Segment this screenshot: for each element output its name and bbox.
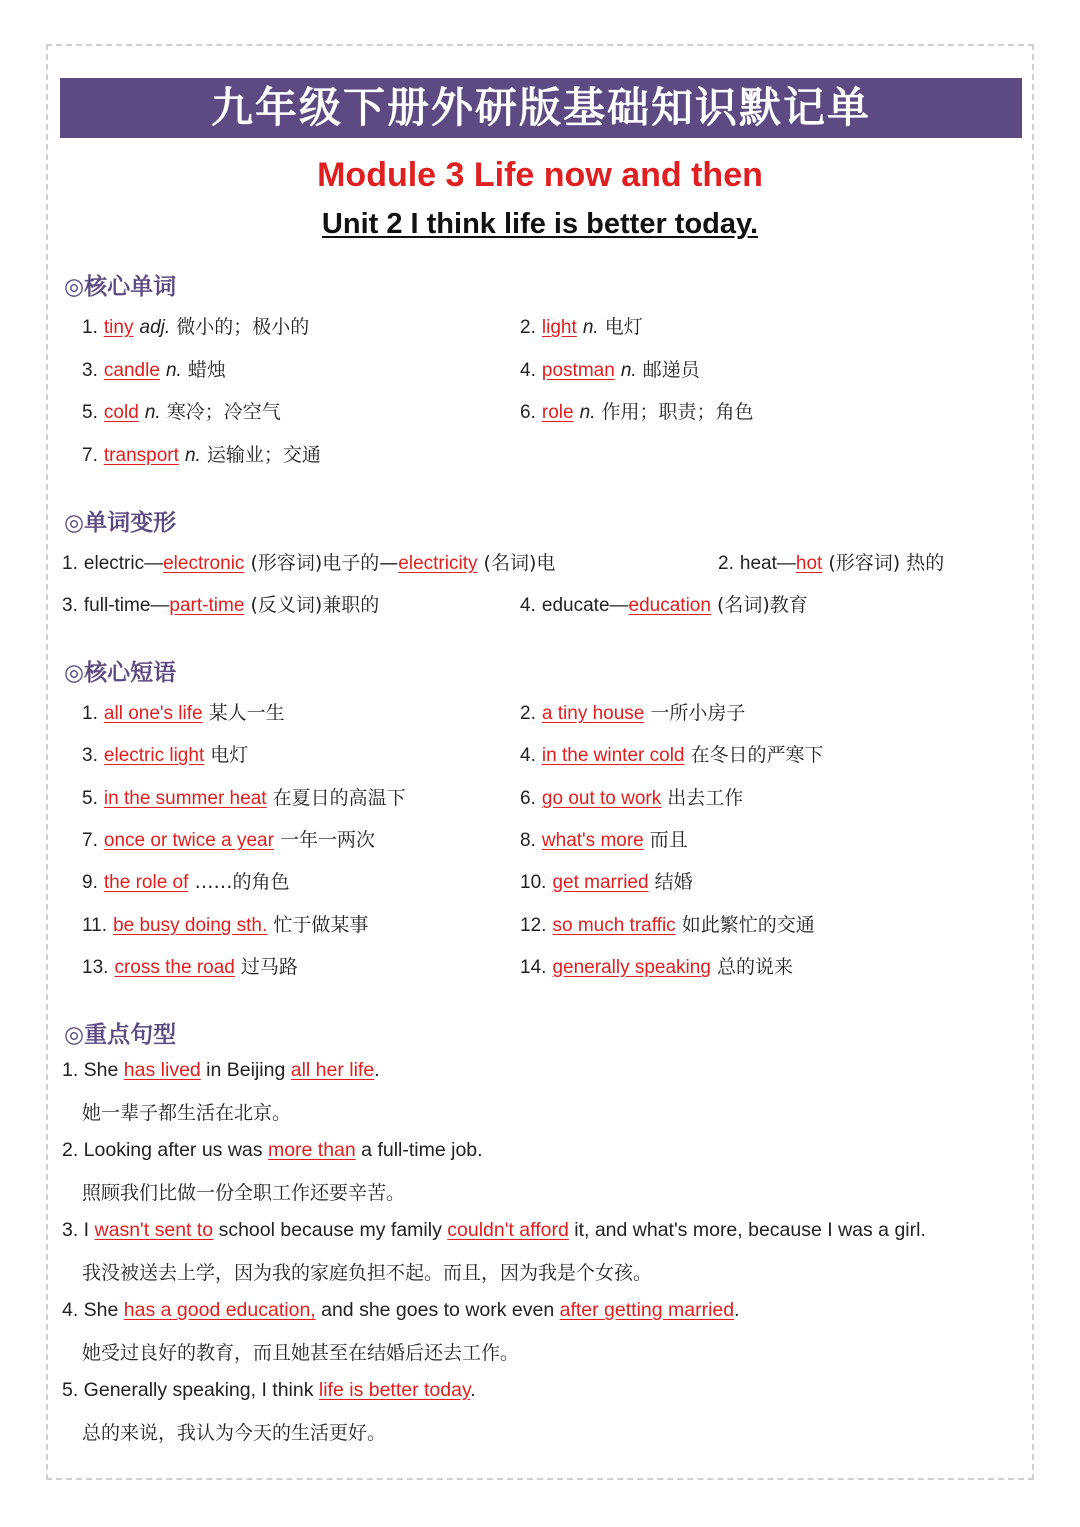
form-item: 4. educate—education (名词)教育: [520, 594, 808, 616]
sentence-item: 1. She has lived in Beijing all her life.: [62, 1059, 380, 1081]
phrase-item: 9. the role of ……的角色: [82, 871, 290, 893]
phrase-item: 8. what's more 而且: [520, 829, 688, 851]
word-item: 1. tiny adj. 微小的；极小的: [82, 316, 310, 338]
form-item: 2. heat—hot (形容词) 热的: [718, 552, 945, 574]
form-item: 1. electric—electronic (形容词)电子的—electricity (名词)电: [62, 552, 556, 574]
sentence-translation: 照顾我们比做一份全职工作还要辛苦。: [82, 1182, 406, 1204]
sentence-translation: 总的来说，我认为今天的生活更好。: [82, 1422, 387, 1444]
module-title: Module 3 Life now and then: [317, 156, 763, 194]
section-word-forms: ◎单词变形: [64, 510, 177, 536]
sentence-translation: 她一辈子都生活在北京。: [82, 1102, 292, 1124]
sentence-item: 3. I wasn't sent to school because my family couldn't afford it, and what's more, because I was a girl.: [62, 1219, 926, 1241]
word-item: 6. role n. 作用；职责；角色: [520, 401, 754, 423]
phrase-item: 7. once or twice a year 一年一两次: [82, 829, 375, 851]
unit-title: [0, 208, 1080, 241]
phrase-item: 11. be busy doing sth. 忙于做某事: [82, 914, 369, 936]
word-item: 3. candle n. 蜡烛: [82, 359, 226, 381]
form-item: 3. full-time—part-time (反义词)兼职的: [62, 594, 380, 616]
phrase-item: 2. a tiny house 一所小房子: [520, 702, 746, 724]
sentence-item: 5. Generally speaking, I think life is better today.: [62, 1379, 476, 1401]
phrase-item: 12. so much traffic 如此繁忙的交通: [520, 914, 815, 936]
phrase-item: 6. go out to work 出去工作: [520, 787, 744, 809]
phrase-item: 14. generally speaking 总的说来: [520, 956, 793, 978]
word-item: 5. cold n. 寒冷；冷空气: [82, 401, 281, 423]
sentence-item: 4. She has a good education, and she goes to work even after getting married.: [62, 1299, 740, 1321]
section-key-sentences: ◎重点句型: [64, 1022, 177, 1048]
word-item: 4. postman n. 邮递员: [520, 359, 700, 381]
phrase-item: 4. in the winter cold 在冬日的严寒下: [520, 744, 824, 766]
phrase-item: 3. electric light 电灯: [82, 744, 249, 766]
phrase-item: 5. in the summer heat 在夏日的高温下: [82, 787, 406, 809]
sentence-item: 2. Looking after us was more than a full-time job.: [62, 1139, 483, 1161]
sentence-translation: 她受过良好的教育，而且她甚至在结婚后还去工作。: [82, 1342, 520, 1364]
page-title: 九年级下册外研版基础知识默记单: [60, 78, 1022, 138]
section-core-words: ◎核心单词: [64, 274, 177, 300]
phrase-item: 13. cross the road 过马路: [82, 956, 298, 978]
phrase-item: 10. get married 结婚: [520, 871, 693, 893]
sentence-translation: 我没被送去上学，因为我的家庭负担不起。而且，因为我是个女孩。: [82, 1262, 653, 1284]
word-item: 7. transport n. 运输业；交通: [82, 444, 321, 466]
unit-title-text: Unit 2 I think life is better today.: [321, 208, 759, 240]
phrase-item: 1. all one's life 某人一生: [82, 702, 285, 724]
section-core-phrases: ◎核心短语: [64, 660, 177, 686]
word-item: 2. light n. 电灯: [520, 316, 643, 338]
